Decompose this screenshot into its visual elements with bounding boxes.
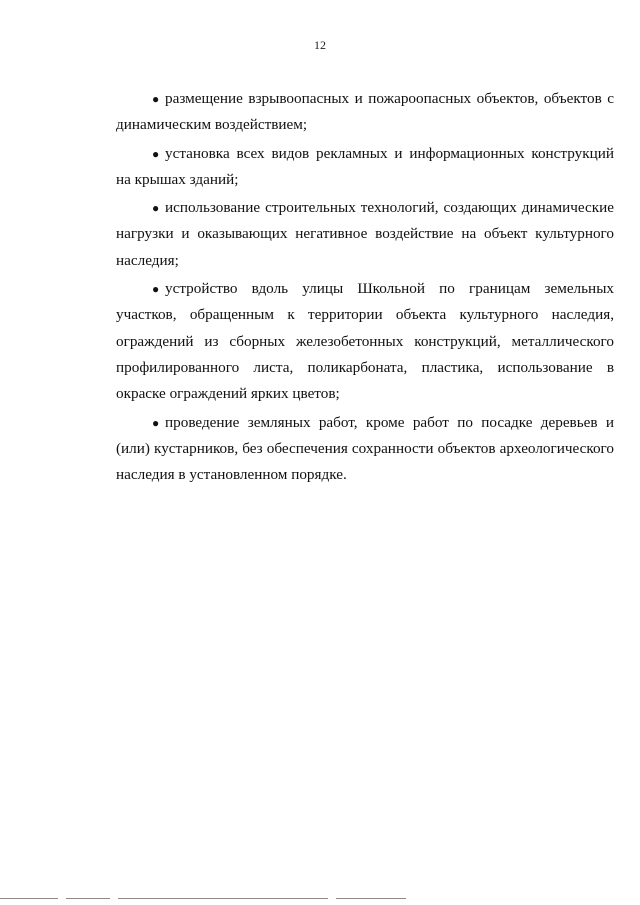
list-item <box>116 141 614 194</box>
footer-rule <box>0 898 58 899</box>
list-item <box>116 410 614 489</box>
footer-rule <box>336 898 406 899</box>
page-number: 12 <box>314 38 326 52</box>
footer-rule <box>118 898 328 899</box>
list-item-text: размещение взрывоопасных и пожароопасных объектов, объектов с динамическим воздействием; <box>116 90 614 134</box>
bullet-icon: ● <box>152 282 160 297</box>
list-item <box>116 86 614 139</box>
restrictions-list <box>116 86 614 490</box>
list-item <box>116 276 614 407</box>
list-item-text: проведение земляных работ, кроме работ по посадке деревьев и (или) кустарников, без обеспечения сохранности объектов археологического наследия в установленном порядке. <box>116 413 614 484</box>
bullet-icon: ● <box>152 146 160 161</box>
list-item-text: установка всех видов рекламных и информационных конструкций на крышах зданий; <box>116 144 614 188</box>
list-item <box>116 195 614 274</box>
list-item-text: использование строительных технологий, создающих динамические нагрузки и оказывающих негативное воздействие на объект культурного наследия; <box>116 199 614 269</box>
list-item-text: устройство вдоль улицы Школьной по границам земельных участков, обращенным к территории объекта культурного наследия, ограждений из сборных железобетонных конструкций, металлического профилированного листа, поликарбоната, пластика, использование в окраске ограждений ярких цветов; <box>116 280 614 403</box>
bullet-icon: ● <box>152 201 160 216</box>
bullet-icon: ● <box>152 92 160 106</box>
bullet-icon: ● <box>152 415 160 430</box>
footer-rule <box>66 898 110 899</box>
